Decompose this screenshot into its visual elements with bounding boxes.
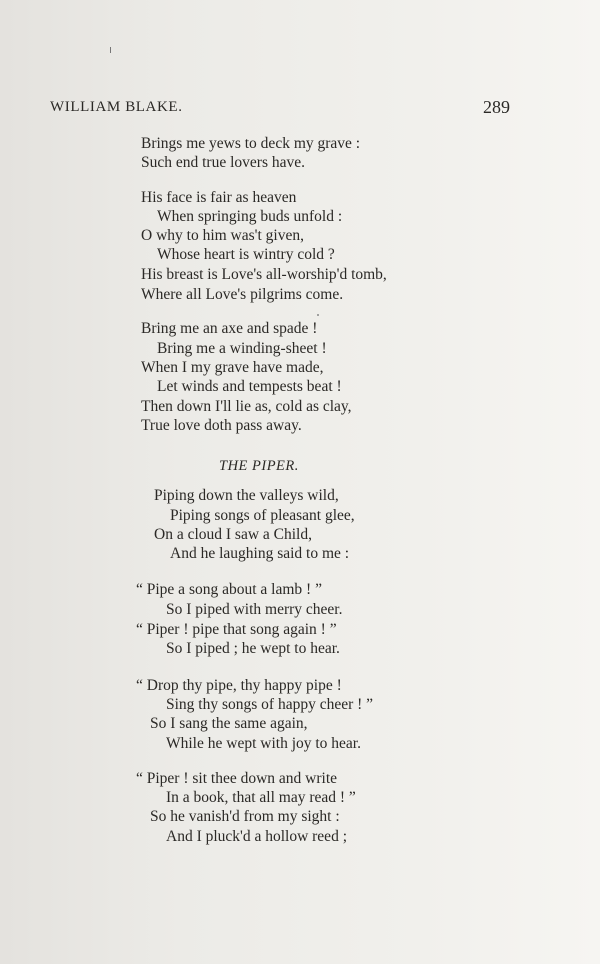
poem-line: So he vanish'd from my sight : bbox=[150, 808, 340, 825]
poem-line: Where all Love's pilgrims come. bbox=[141, 286, 344, 303]
poem-title: THE PIPER. bbox=[219, 458, 299, 474]
poem-line: So I piped with merry cheer. bbox=[166, 601, 343, 618]
poem-line: Such end true lovers have. bbox=[141, 154, 305, 171]
poem-line: And he laughing said to me : bbox=[170, 545, 350, 562]
poem-line: His breast is Love's all-worship'd tomb, bbox=[141, 266, 387, 283]
poem-line: While he wept with joy to hear. bbox=[166, 735, 361, 752]
poem-line: Piping songs of pleasant glee, bbox=[170, 507, 355, 524]
poem-line: When springing buds unfold : bbox=[157, 208, 343, 225]
poem-line: Let winds and tempests beat ! bbox=[157, 378, 342, 395]
page-header bbox=[50, 99, 510, 125]
poem-line: When I my grave have made, bbox=[141, 359, 324, 376]
poem-line: So I sang the same again, bbox=[150, 715, 308, 732]
page-mark bbox=[110, 47, 111, 53]
poem-line: Then down I'll lie as, cold as clay, bbox=[141, 398, 352, 415]
poem-line: Sing thy songs of happy cheer ! ” bbox=[166, 696, 374, 713]
poem-line: O why to him was't given, bbox=[141, 227, 304, 244]
poem-line: “ Pipe a song about a lamb ! ” bbox=[136, 581, 322, 598]
poem-line: “ Drop thy pipe, thy happy pipe ! bbox=[136, 677, 342, 694]
poem-line: Bring me an axe and spade ! bbox=[141, 320, 318, 337]
poem-line: “ Piper ! pipe that song again ! ” bbox=[136, 621, 337, 638]
poem-line: His face is fair as heaven bbox=[141, 189, 297, 206]
poem-line: On a cloud I saw a Child, bbox=[154, 526, 312, 543]
page-number: 289 bbox=[483, 97, 510, 117]
poem-line: Piping down the valleys wild, bbox=[154, 487, 339, 504]
poem-line: “ Piper ! sit thee down and write bbox=[136, 770, 338, 787]
poem-line: In a book, that all may read ! ” bbox=[166, 789, 356, 806]
poem-line: Brings me yews to deck my grave : bbox=[141, 135, 361, 152]
running-head: WILLIAM BLAKE. bbox=[50, 99, 183, 115]
page-speck bbox=[317, 314, 319, 316]
poem-line: Whose heart is wintry cold ? bbox=[157, 246, 335, 263]
poem-line: And I pluck'd a hollow reed ; bbox=[166, 828, 347, 845]
poem-line: True love doth pass away. bbox=[141, 417, 302, 434]
poem-line: So I piped ; he wept to hear. bbox=[166, 640, 340, 657]
poem-line: Bring me a winding-sheet ! bbox=[157, 340, 327, 357]
